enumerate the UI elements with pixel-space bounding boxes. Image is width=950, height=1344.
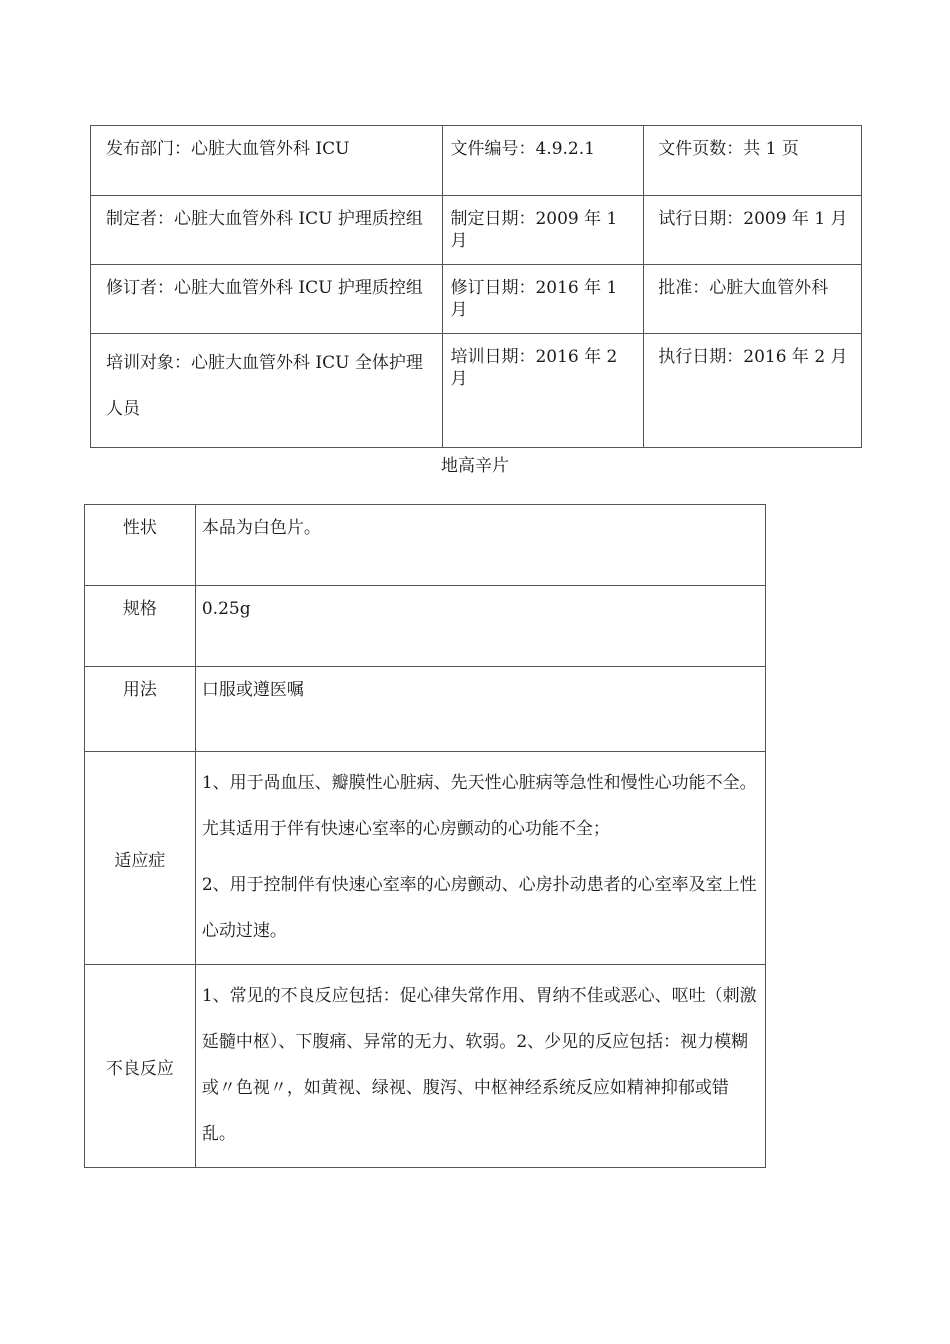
drug-info-table xyxy=(84,504,766,1168)
drug-row-appearance xyxy=(85,505,766,586)
appearance-label: 性状 xyxy=(85,505,196,586)
header-row xyxy=(91,265,862,334)
trial-date-cell: 试行日期：2009 年 1 月 xyxy=(644,196,862,265)
training-target-cell: 培训对象：心脏大血管外科 ICU 全体护理人员 xyxy=(91,334,443,448)
appearance-value: 本品为白色片。 xyxy=(195,505,765,586)
document-header-table xyxy=(90,125,862,448)
page-count-cell: 文件页数：共 1 页 xyxy=(644,126,862,196)
drug-row-adverse xyxy=(85,965,766,1168)
adverse-label: 不良反应 xyxy=(85,965,196,1168)
header-row xyxy=(91,126,862,196)
usage-value: 口服或遵医嘱 xyxy=(195,667,765,752)
header-row xyxy=(91,334,862,448)
training-date-cell: 培训日期：2016 年 2 月 xyxy=(443,334,644,448)
indications-label: 适应症 xyxy=(85,752,196,965)
header-row xyxy=(91,196,862,265)
reviser-cell: 修订者：心脏大血管外科 ICU 护理质控组 xyxy=(91,265,443,334)
created-date-cell: 制定日期：2009 年 1 月 xyxy=(443,196,644,265)
drug-row-spec xyxy=(85,586,766,667)
drug-row-usage xyxy=(85,667,766,752)
spec-value: 0.25g xyxy=(195,586,765,667)
drug-title: 地高辛片 xyxy=(441,456,509,476)
indication-item: 2、用于控制伴有快速心室率的心房颤动、心房扑动患者的心室率及室上性心动过速。 xyxy=(201,875,757,941)
author-cell: 制定者：心脏大血管外科 ICU 护理质控组 xyxy=(91,196,443,265)
usage-label: 用法 xyxy=(85,667,196,752)
department-cell: 发布部门：心脏大血管外科 ICU xyxy=(91,126,443,196)
adverse-text: 1、常见的不良反应包括：促心律失常作用、胃纳不佳或恶心、呕吐（刺激延髓中枢）、下腹痛、异常的无力、软弱。2、少见的反应包括：视力模糊或〃色视〃，如黄视、绿视、腹泻、中枢神经系统反应如精神抑郁或错乱。 xyxy=(201,986,757,1144)
spec-label: 规格 xyxy=(85,586,196,667)
indications-value xyxy=(195,752,765,965)
revised-date-cell: 修订日期：2016 年 1 月 xyxy=(443,265,644,334)
drug-row-indications xyxy=(85,752,766,965)
execution-date-cell: 执行日期：2016 年 2 月 xyxy=(644,334,862,448)
adverse-value xyxy=(195,965,765,1168)
indication-item: 1、用于咼血压、瓣膜性心脏病、先天性心脏病等急性和慢性心功能不全。尤其适用于伴有快速心室率的心房颤动的心功能不全； xyxy=(201,773,757,839)
doc-number-cell: 文件编号：4.9.2.1 xyxy=(443,126,644,196)
approval-cell: 批准：心脏大血管外科 xyxy=(644,265,862,334)
